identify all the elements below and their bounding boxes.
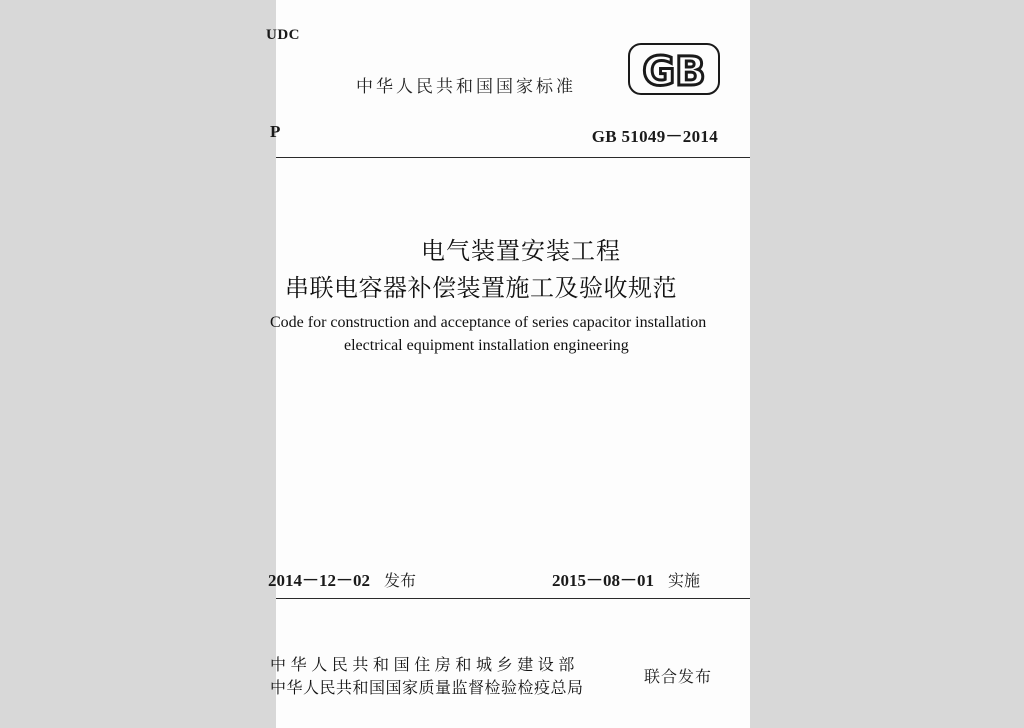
standard-type-title: 中华人民共和国国家标准: [356, 77, 576, 97]
issuer-line1: 中华人民共和国住房和城乡建设部: [270, 655, 580, 674]
implement-date: 2015－08－01: [552, 571, 654, 590]
udc-code: UDC: [266, 27, 300, 43]
issue-date-block: [268, 566, 416, 591]
issue-label: 发布: [384, 571, 417, 590]
title-cn-line2: 串联电容器补偿装置施工及验收规范: [285, 274, 677, 302]
title-en-line1: Code for construction and acceptance of series capacitor installation: [270, 314, 707, 331]
gb-logo-text: GB: [642, 49, 706, 95]
ccs-code: P: [270, 122, 281, 141]
title-cn-line1: 电气装置安装工程: [421, 237, 621, 265]
title-en-line2: electrical equipment installation engineering: [344, 337, 629, 354]
gb-logo: [628, 43, 720, 95]
bottom-divider: [276, 598, 750, 599]
issue-date: 2014－12－02: [268, 571, 370, 590]
implement-label: 实施: [668, 571, 701, 590]
standard-code: GB 51049－2014: [591, 127, 718, 146]
joint-issue-label: 联合发布: [644, 667, 713, 686]
top-divider: [276, 157, 750, 158]
issuer-line2: 中华人民共和国国家质量监督检验检疫总局: [270, 678, 584, 697]
implement-date-block: [552, 566, 700, 591]
standard-cover-page: [266, 0, 750, 728]
